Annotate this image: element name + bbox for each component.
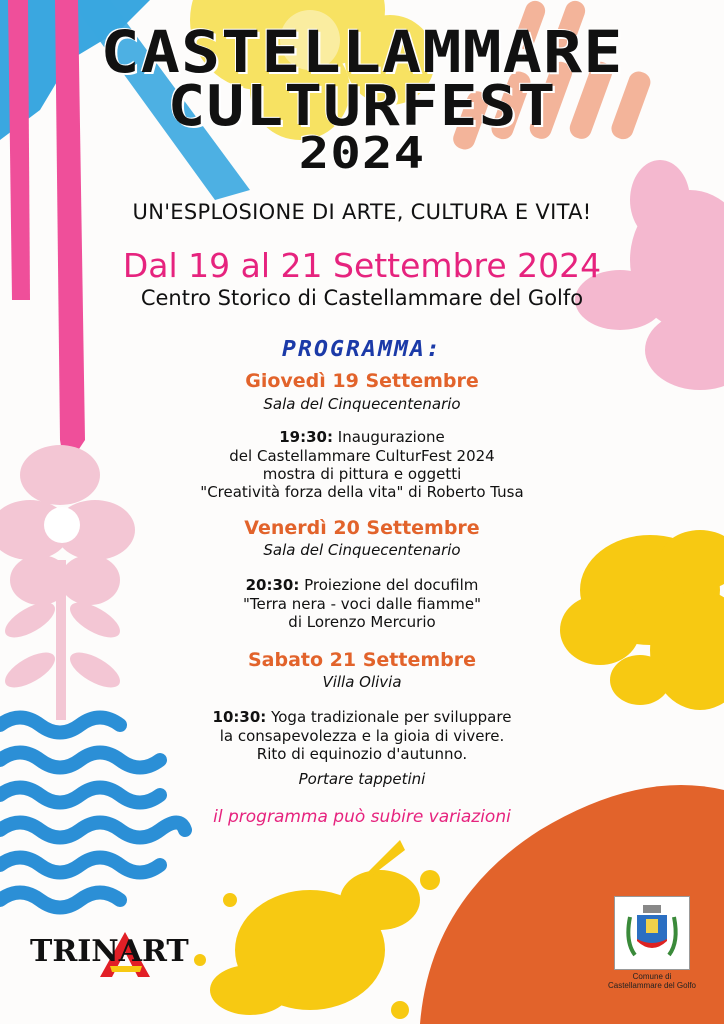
day-2-title: Venerdì 20 Settembre <box>244 517 480 539</box>
day-2-line-2: "Terra nera - voci dalle fiamme" <box>242 595 482 613</box>
coat-of-arms-icon <box>614 896 690 970</box>
comune-logo <box>596 896 708 996</box>
title-line-2: CULTURFEST <box>167 74 557 139</box>
trinart-logo <box>30 922 210 982</box>
comune-caption-line-1: Comune di <box>632 972 672 981</box>
day-1-line-2: del Castellammare CulturFest 2024 <box>229 447 495 465</box>
comune-caption-line-2: Castellammare del Golfo <box>607 981 697 990</box>
trinart-text: TRINART <box>30 934 189 969</box>
day-1-event-line-1 <box>0 428 724 446</box>
day-1-venue: Sala del Cinquecentenario <box>263 395 461 413</box>
day-1-line-4: "Creatività forza della vita" di Roberto Tusa <box>200 483 524 501</box>
event-dates: Dal 19 al 21 Settembre 2024 <box>122 246 602 285</box>
day-3-line-2: la consapevolezza e la gioia di vivere. <box>219 727 505 745</box>
day-2-line-1: Proiezione del docufilm <box>304 576 479 594</box>
event-location: Centro Storico di Castellammare del Golfo <box>140 286 584 310</box>
day-3-title: Sabato 21 Settembre <box>247 649 476 671</box>
day-1-line-3: mostra di pittura e oggetti <box>262 465 462 483</box>
day-3-line-1: Yoga tradizionale per sviluppare <box>271 708 512 726</box>
day-2-line-3: di Lorenzo Mercurio <box>288 613 436 631</box>
title-line-1: CASTELLAMMARE <box>100 18 624 86</box>
program-heading: PROGRAMMA: <box>281 337 443 362</box>
day-3-event-line-1 <box>0 708 724 726</box>
disclaimer: il programma può subire variazioni <box>213 807 511 827</box>
day-2-event-line-1 <box>0 576 724 594</box>
day-3-venue: Villa Olivia <box>322 673 402 691</box>
day-2-venue: Sala del Cinquecentenario <box>263 541 461 559</box>
day-3-line-3: Rito di equinozio d'autunno. <box>256 745 468 763</box>
note: Portare tappetini <box>298 770 426 788</box>
day-1-time: 19:30: <box>279 428 333 446</box>
day-3-time: 10:30: <box>212 708 267 726</box>
day-1-line-1: Inaugurazione <box>337 428 445 446</box>
day-2-time: 20:30: <box>245 576 300 594</box>
tagline: UN'ESPLOSIONE DI ARTE, CULTURA E VITA! <box>132 200 592 224</box>
title-year: 2024 <box>298 128 426 179</box>
day-1-title: Giovedì 19 Settembre <box>245 370 479 392</box>
